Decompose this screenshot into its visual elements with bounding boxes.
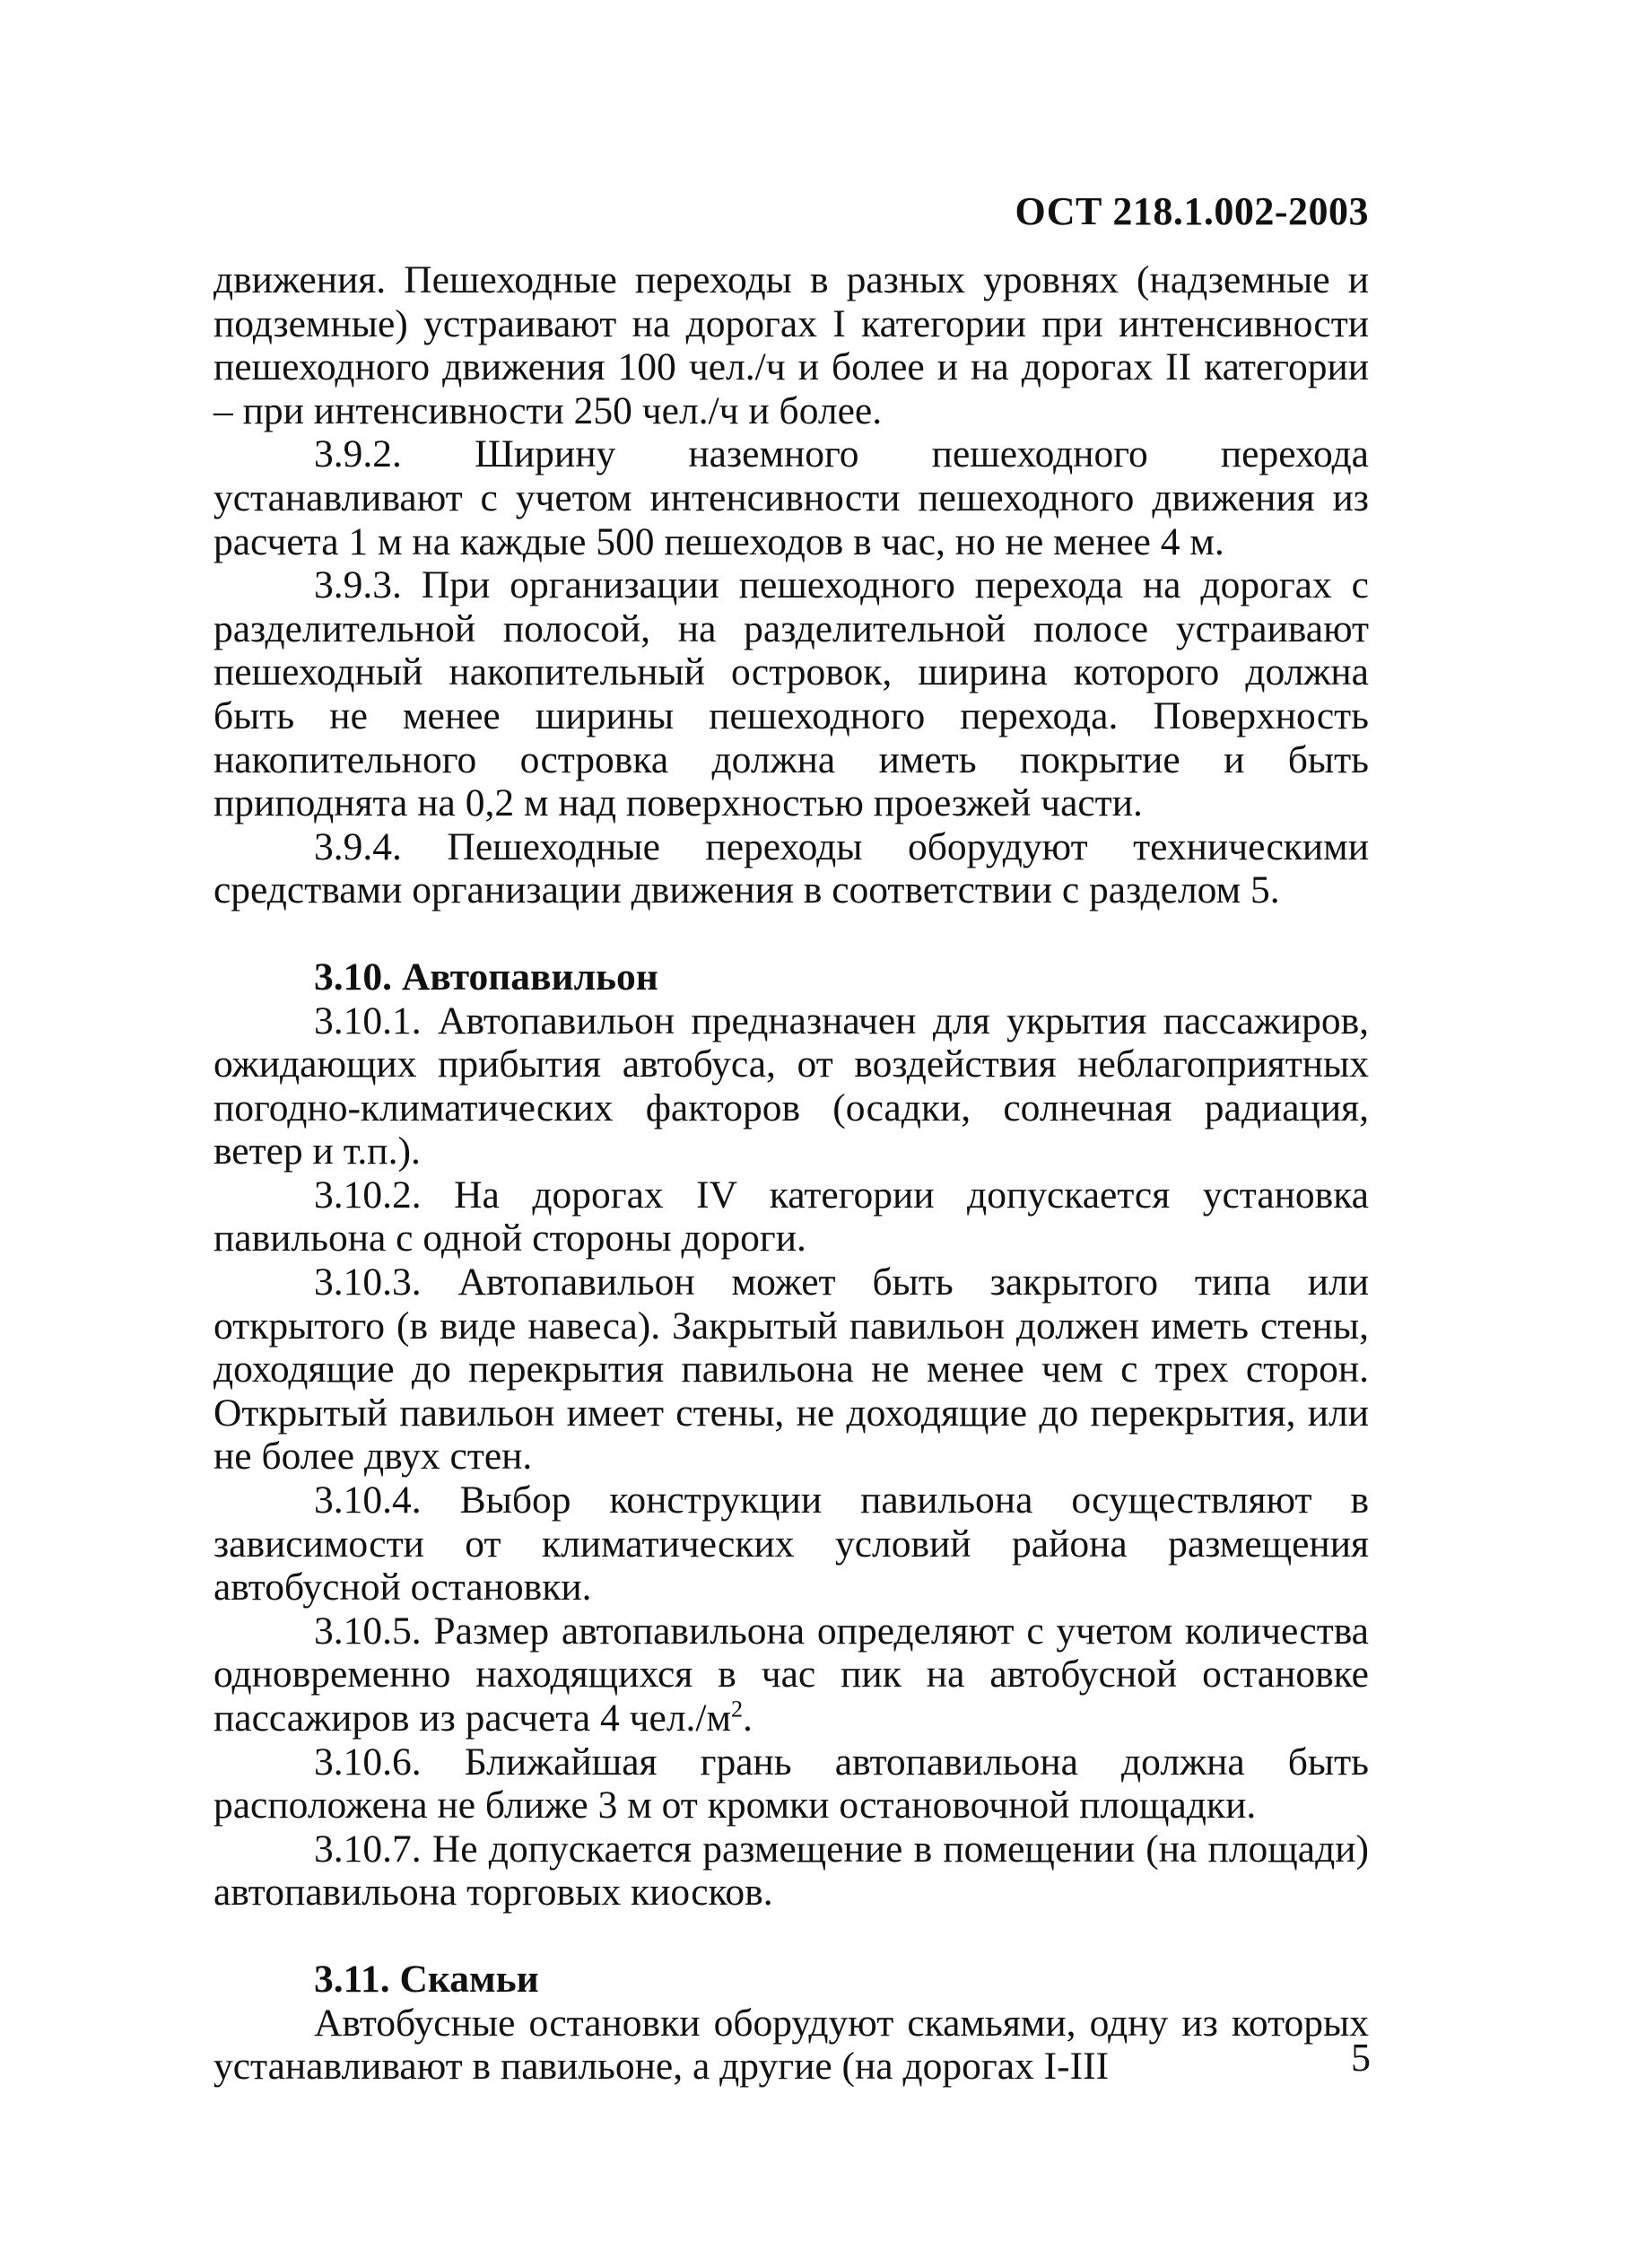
- paragraph-3-10-4: 3.10.4. Выбор конструкции павильона осуществляют в зависимости от климатических условий района размещения автобусной остановки.: [213, 1479, 1369, 1609]
- section-heading-3-11: 3.11. Скамьи: [314, 1957, 539, 2001]
- paragraph-3-10-2: 3.10.2. На дорогах IV категории допускается установка павильона с одной стороны дороги.: [213, 1173, 1369, 1260]
- section-heading-3-10: 3.10. Автопавильон: [314, 955, 658, 999]
- paragraph-3-10-5-text: 3.10.5. Размер автопавильона определяют с учетом количества одновременно находящихся в час пик на автобусной остановке пассажиров из расчета 4 чел./м: [213, 1609, 1369, 1740]
- paragraph-3-10-6: 3.10.6. Ближайшая грань автопавильона должна быть расположена не ближе 3 м от кромки остановочной площадки.: [213, 1740, 1369, 1827]
- paragraph-3-10-7: 3.10.7. Не допускается размещение в помещении (на площади) автопавильона торговых киосков.: [213, 1827, 1369, 1915]
- paragraph-3-9-4: 3.9.4. Пешеходные переходы оборудуют техническими средствами организации движения в соответствии с разделом 5.: [213, 824, 1369, 912]
- paragraph-3-10-1: 3.10.1. Автопавильон предназначен для укрытия пассажиров, ожидающих прибытия автобуса, от воздействия неблагоприятных погодно-климатических факторов (осадки, солнечная радиация, ветер и т.п.).: [213, 999, 1369, 1173]
- paragraph-3-9-3: 3.9.3. При организации пешеходного перехода на дорогах с разделительной полосой, на разделительной полосе устраивают пешеходный накопительный островок, ширина которого должна быть не менее ширины пешеходного перехода. Поверхность накопительного островка должна иметь покрытие и быть приподнята на 0,2 м над поверхностью проезжей части.: [213, 563, 1369, 825]
- page-number: 5: [1351, 2036, 1371, 2080]
- paragraph-3-9-2: 3.9.2. Ширину наземного пешеходного перехода устанавливают с учетом интенсивности пешеходного движения из расчета 1 м на каждые 500 пешеходов в час, но не менее 4 м.: [213, 432, 1369, 563]
- paragraph-3-10-5: [213, 1609, 1369, 1740]
- paragraph-3-10-3: 3.10.3. Автопавильон может быть закрытого типа или открытого (в виде навеса). Закрытый павильон должен иметь стены, доходящие до перекрытия павильона не менее чем с трех сторон. Открытый павильон имеет стены, не доходящие до перекрытия, или не более двух стен.: [213, 1260, 1369, 1479]
- document-body: [213, 258, 1369, 2089]
- document-code: ОСТ 218.1.002-2003: [1015, 189, 1369, 233]
- superscript-2: 2: [731, 1696, 744, 1723]
- paragraph-3-11: Автобусные остановки оборудуют скамьями, одну из которых устанавливают в павильоне, а другие (на дорогах I-III: [213, 2001, 1369, 2089]
- paragraph-continuation: движения. Пешеходные переходы в разных уровнях (надземные и подземные) устраивают на дорогах I категории при интенсивности пешеходного движения 100 чел./ч и более и на дорогах II категории – при интенсивности 250 чел./ч и более.: [213, 258, 1369, 432]
- paragraph-3-10-5-end: .: [743, 1697, 753, 1740]
